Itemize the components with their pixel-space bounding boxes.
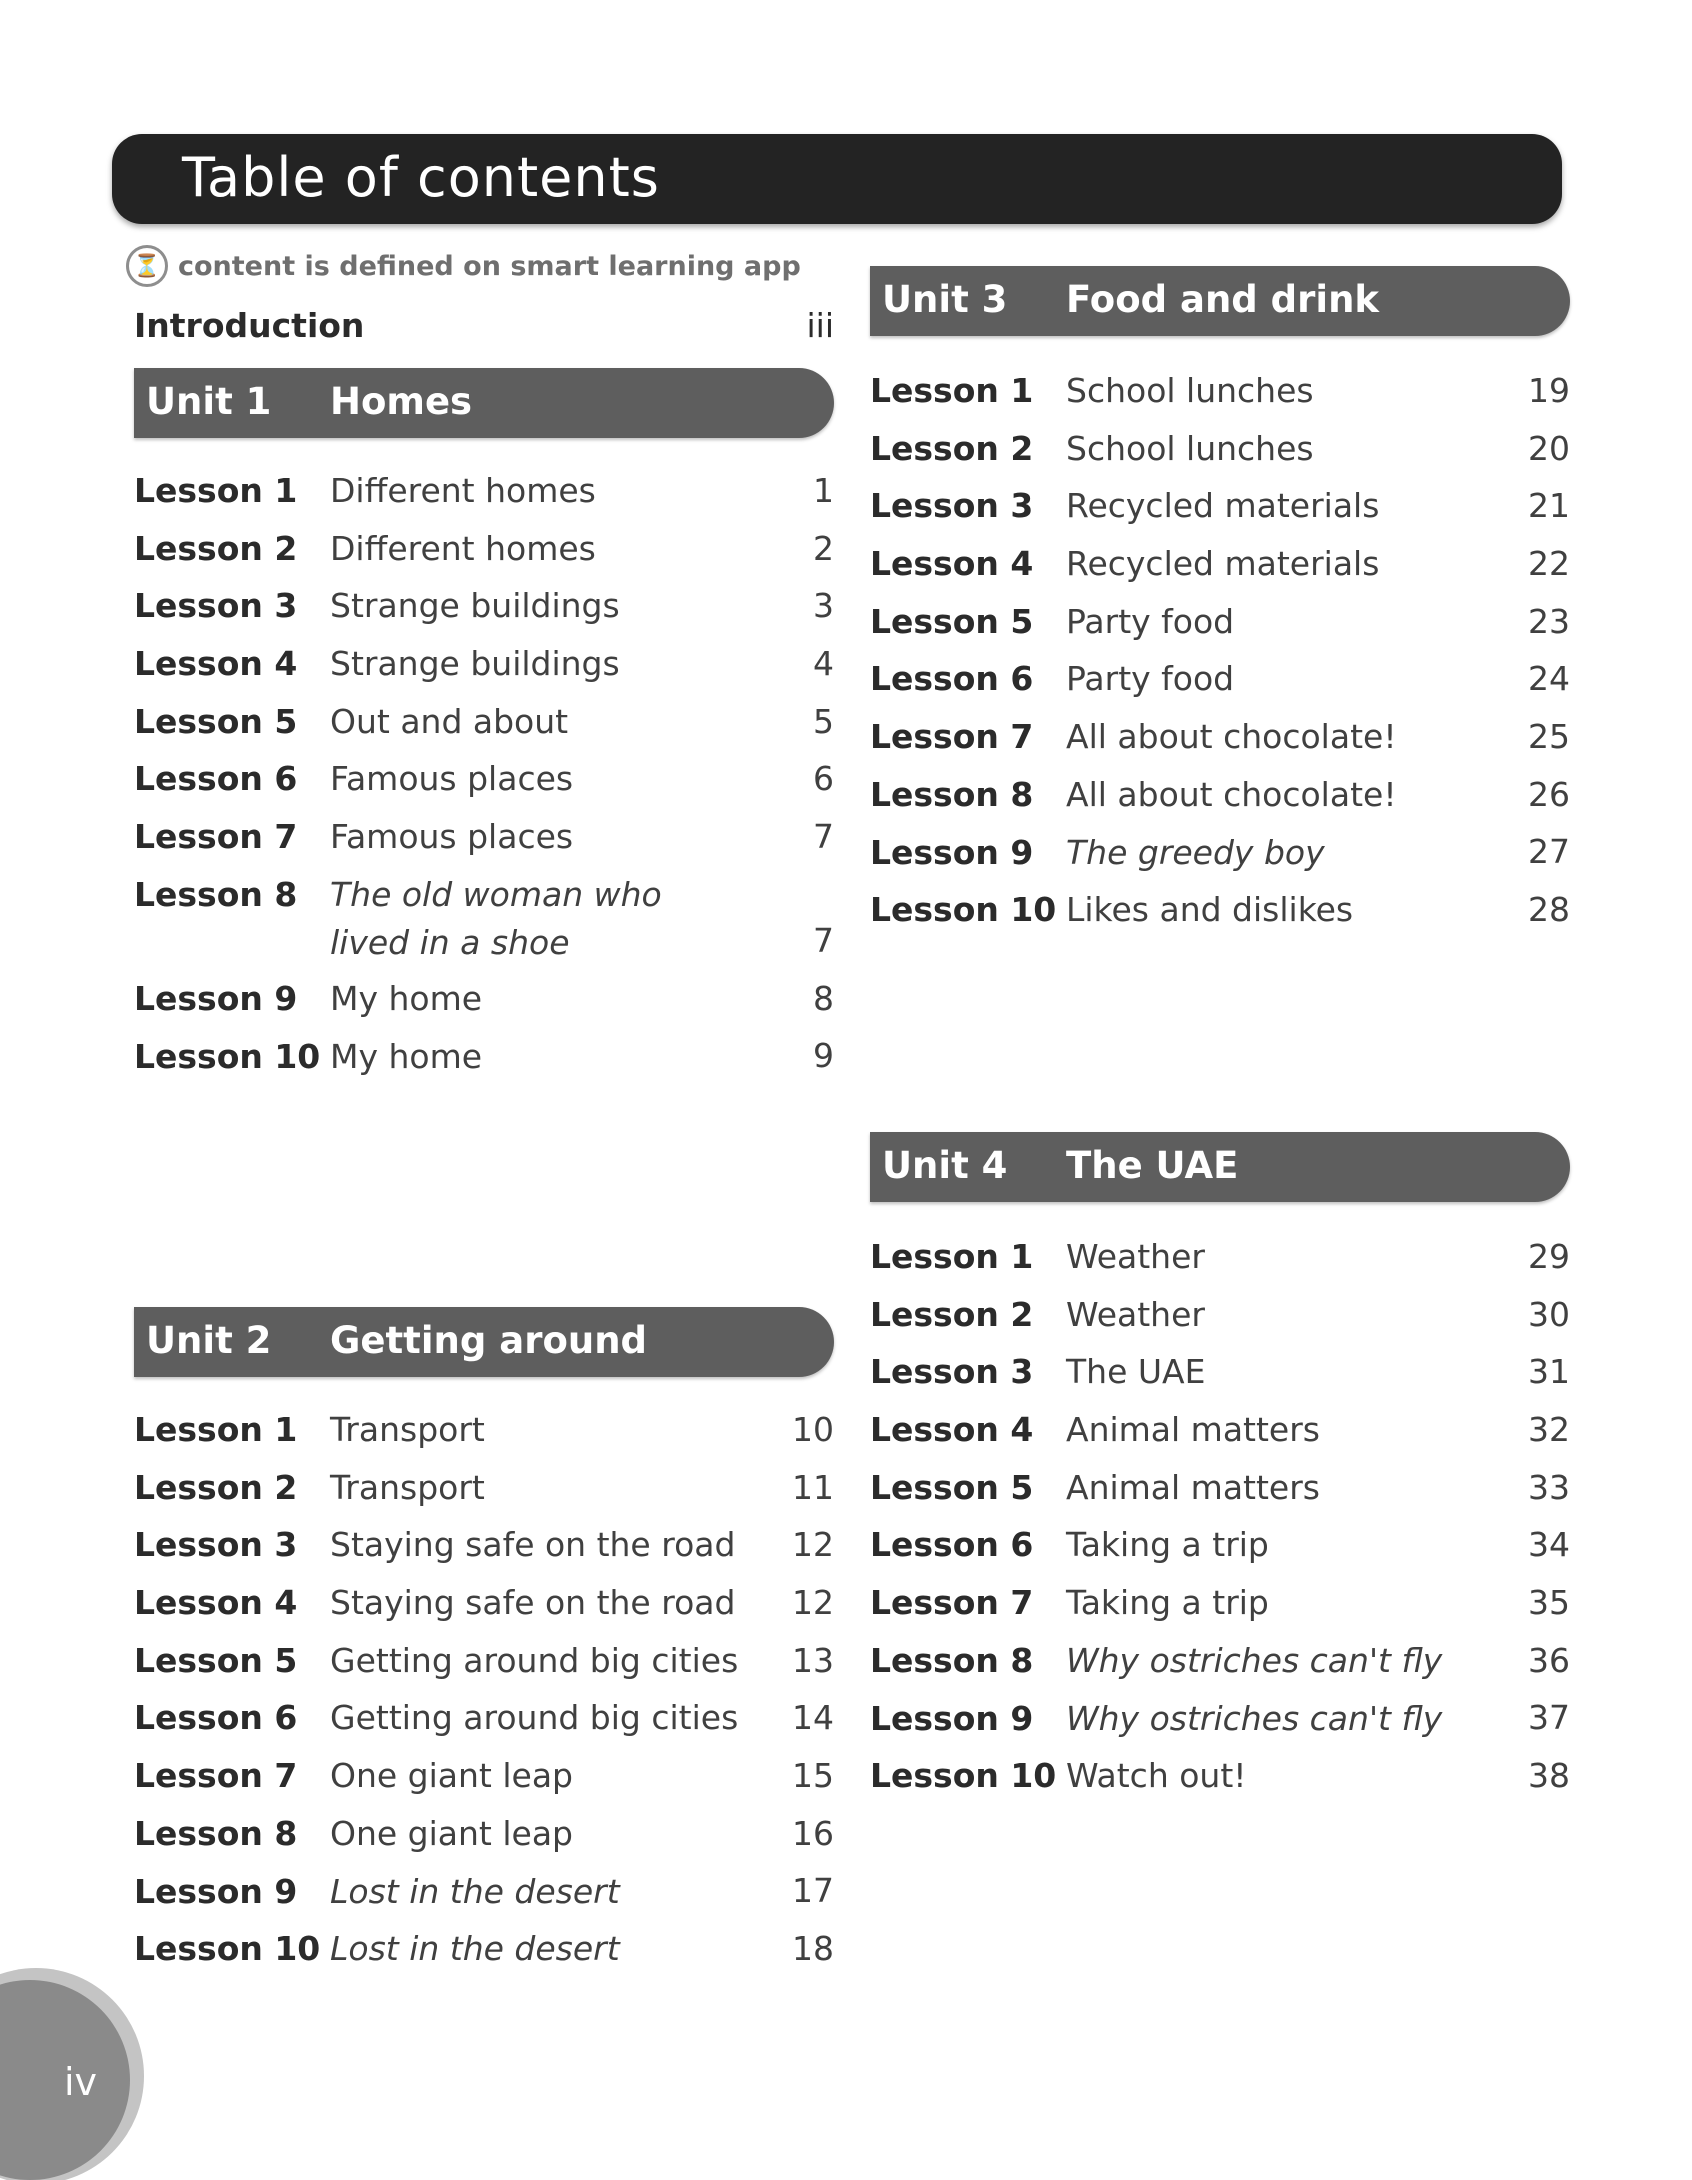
lesson-label: Lesson 7 <box>870 1583 1034 1623</box>
lesson-label: Lesson 1 <box>134 1410 298 1449</box>
lesson-title: Animal matters <box>1066 1410 1320 1450</box>
lesson-page: 22 <box>1528 544 1570 584</box>
lesson-row[interactable] <box>870 1343 1570 1401</box>
lesson-row[interactable] <box>134 1920 834 1978</box>
lesson-label: Lesson 6 <box>134 1698 298 1738</box>
unit-number: Unit 4 <box>882 1144 1008 1187</box>
unit-1-section <box>134 368 834 1085</box>
lesson-label: Lesson 8 <box>134 874 298 914</box>
lesson-page: 37 <box>1528 1698 1570 1738</box>
lesson-title: Out and about <box>330 701 569 741</box>
lesson-title: Lost in the desert <box>330 1871 620 1911</box>
lesson-page: 13 <box>792 1640 834 1680</box>
lesson-title: Strange buildings <box>330 586 620 626</box>
lesson-label: Lesson 2 <box>134 528 298 568</box>
lesson-label: Lesson 4 <box>870 544 1034 584</box>
lesson-row[interactable] <box>870 1286 1570 1344</box>
lesson-label: Lesson 6 <box>134 759 298 799</box>
lesson-label: Lesson 3 <box>870 1352 1034 1392</box>
lesson-row[interactable] <box>134 635 834 693</box>
lesson-title: Famous places <box>330 817 574 857</box>
lesson-label: Lesson 5 <box>134 1640 298 1680</box>
lesson-row[interactable] <box>134 1401 834 1459</box>
lesson-page: 33 <box>1528 1467 1570 1507</box>
lesson-row[interactable] <box>134 808 834 866</box>
lesson-row[interactable] <box>134 577 834 635</box>
lesson-label: Lesson 8 <box>870 774 1034 814</box>
lesson-page: 24 <box>1528 659 1570 699</box>
lesson-label: Lesson 5 <box>134 701 298 741</box>
lesson-title: Why ostriches can't fly <box>1066 1698 1443 1738</box>
lesson-row[interactable] <box>870 1632 1570 1690</box>
lesson-label: Lesson 3 <box>134 586 298 626</box>
lesson-page: 7 <box>813 817 834 857</box>
lesson-title: All about chocolate! <box>1066 717 1397 757</box>
lesson-row[interactable] <box>870 420 1570 478</box>
lesson-page: 6 <box>813 759 834 799</box>
unit-3-header[interactable] <box>870 266 1570 336</box>
lesson-page: 1 <box>813 470 834 510</box>
lesson-row[interactable] <box>134 1805 834 1863</box>
lesson-page: 28 <box>1528 890 1570 930</box>
lesson-title: One giant leap <box>330 1813 574 1853</box>
lesson-page: 23 <box>1528 601 1570 641</box>
lesson-title: Weather <box>1066 1294 1205 1334</box>
unit-number: Unit 3 <box>882 278 1008 321</box>
lesson-row[interactable] <box>134 1863 834 1921</box>
lesson-page: 17 <box>792 1871 834 1911</box>
lesson-title: Recycled materials <box>1066 486 1380 526</box>
lesson-row[interactable] <box>870 593 1570 651</box>
title-banner <box>112 134 1562 224</box>
lesson-page: 21 <box>1528 486 1570 526</box>
lesson-row[interactable] <box>134 866 834 970</box>
lesson-row[interactable] <box>870 708 1570 766</box>
lesson-title: Lost in the desert <box>330 1929 620 1969</box>
lesson-title: The greedy boy <box>1066 832 1325 872</box>
lesson-label: Lesson 2 <box>134 1467 298 1507</box>
lesson-title: Recycled materials <box>1066 544 1380 584</box>
lesson-row[interactable] <box>134 1028 834 1086</box>
lesson-row[interactable] <box>134 693 834 751</box>
lesson-label: Lesson 9 <box>870 832 1034 872</box>
lesson-title: Taking a trip <box>1066 1583 1269 1623</box>
lesson-row[interactable] <box>870 881 1570 939</box>
lesson-page: 2 <box>813 528 834 568</box>
lesson-label: Lesson 9 <box>134 978 298 1018</box>
lesson-title: Different homes <box>330 528 596 568</box>
lesson-label: Lesson 10 <box>134 1036 321 1076</box>
lesson-row[interactable] <box>870 766 1570 824</box>
lesson-page: 18 <box>792 1929 834 1969</box>
lesson-page: 4 <box>813 644 834 684</box>
lesson-page: 25 <box>1528 717 1570 757</box>
lesson-page: 20 <box>1528 428 1570 468</box>
lesson-row[interactable] <box>870 1401 1570 1459</box>
lesson-title: My home <box>330 978 483 1018</box>
lesson-label: Lesson 6 <box>870 1525 1034 1565</box>
lesson-page: 31 <box>1528 1352 1570 1392</box>
smart-learning-note <box>126 242 801 290</box>
lesson-row[interactable] <box>134 1459 834 1517</box>
smart-app-icon: ⏳ <box>126 245 168 287</box>
lesson-label: Lesson 8 <box>134 1813 298 1853</box>
introduction-label: Introduction <box>134 306 365 345</box>
lesson-page: 8 <box>813 978 834 1018</box>
lesson-label: Lesson 5 <box>870 1467 1034 1507</box>
lesson-page: 3 <box>813 586 834 626</box>
lesson-page: 7 <box>813 921 834 961</box>
unit-2-header[interactable] <box>134 1307 834 1377</box>
smart-note-text: content is defined on smart learning app <box>178 250 801 282</box>
lesson-page: 30 <box>1528 1294 1570 1334</box>
lesson-list <box>870 1228 1570 1805</box>
lesson-title: Staying safe on the road <box>330 1525 736 1565</box>
lesson-row[interactable] <box>870 1690 1570 1748</box>
lesson-page: 14 <box>792 1698 834 1738</box>
lesson-title: Likes and dislikes <box>1066 890 1354 930</box>
lesson-title: Getting around big cities <box>330 1640 739 1680</box>
unit-name: Getting around <box>330 1319 648 1362</box>
introduction-row[interactable] <box>134 306 834 356</box>
lesson-page: 27 <box>1528 832 1570 872</box>
lesson-page: 36 <box>1528 1640 1570 1680</box>
lesson-row[interactable] <box>134 462 834 520</box>
lesson-title: Famous places <box>330 759 574 799</box>
lesson-title: The old woman who lived in a shoe <box>330 874 662 962</box>
lesson-row[interactable] <box>870 535 1570 593</box>
lesson-page: 26 <box>1528 774 1570 814</box>
lesson-page: 29 <box>1528 1236 1570 1276</box>
lesson-title: Transport <box>330 1410 485 1449</box>
unit-4-header[interactable] <box>870 1132 1570 1202</box>
lesson-title: One giant leap <box>330 1756 574 1796</box>
lesson-label: Lesson 7 <box>134 817 298 857</box>
lesson-page: 15 <box>792 1756 834 1796</box>
lesson-label: Lesson 4 <box>870 1410 1034 1450</box>
lesson-label: Lesson 1 <box>870 371 1034 410</box>
lesson-page: 10 <box>792 1409 834 1449</box>
unit-1-header[interactable] <box>134 368 834 438</box>
lesson-row[interactable] <box>134 1516 834 1574</box>
lesson-label: Lesson 3 <box>134 1525 298 1565</box>
lesson-title: Why ostriches can't fly <box>1066 1640 1443 1680</box>
unit-name: The UAE <box>1066 1144 1239 1187</box>
lesson-row[interactable] <box>870 477 1570 535</box>
lesson-label: Lesson 6 <box>870 659 1034 699</box>
lesson-label: Lesson 3 <box>870 486 1034 526</box>
lesson-label: Lesson 5 <box>870 601 1034 641</box>
lesson-row[interactable] <box>134 1574 834 1632</box>
lesson-title: Watch out! <box>1066 1756 1247 1796</box>
lesson-page: 12 <box>792 1525 834 1565</box>
lesson-row[interactable] <box>870 1574 1570 1632</box>
lesson-title: Party food <box>1066 601 1235 641</box>
lesson-row[interactable] <box>134 970 834 1028</box>
lesson-label: Lesson 10 <box>870 890 1057 930</box>
page-title: Table of contents <box>182 146 660 209</box>
lesson-label: Lesson 7 <box>134 1756 298 1796</box>
lesson-page: 5 <box>813 701 834 741</box>
lesson-row[interactable] <box>870 1747 1570 1805</box>
lesson-row[interactable] <box>870 1228 1570 1286</box>
page-number: iv <box>64 2060 98 2104</box>
lesson-row[interactable] <box>870 824 1570 882</box>
lesson-page: 34 <box>1528 1525 1570 1565</box>
lesson-title: School lunches <box>1066 371 1314 410</box>
lesson-list <box>870 362 1570 939</box>
lesson-page: 9 <box>813 1036 834 1076</box>
lesson-row[interactable] <box>870 362 1570 420</box>
lesson-title: The UAE <box>1066 1352 1206 1392</box>
lesson-label: Lesson 7 <box>870 717 1034 757</box>
lesson-page: 19 <box>1528 370 1570 410</box>
lesson-page: 11 <box>792 1467 834 1507</box>
lesson-label: Lesson 10 <box>870 1756 1057 1796</box>
lesson-row[interactable] <box>134 1632 834 1690</box>
lesson-row[interactable] <box>134 1747 834 1805</box>
lesson-label: Lesson 2 <box>870 428 1034 468</box>
lesson-label: Lesson 4 <box>134 644 298 684</box>
lesson-page: 38 <box>1528 1756 1570 1796</box>
lesson-row[interactable] <box>870 650 1570 708</box>
lesson-title: Staying safe on the road <box>330 1583 736 1623</box>
lesson-label: Lesson 10 <box>134 1929 321 1969</box>
lesson-label: Lesson 1 <box>134 471 298 510</box>
unit-number: Unit 2 <box>146 1319 272 1362</box>
unit-3-section <box>870 266 1570 939</box>
unit-2-section <box>134 1307 834 1978</box>
lesson-list <box>134 1401 834 1978</box>
lesson-title: Animal matters <box>1066 1467 1320 1507</box>
lesson-row[interactable] <box>870 1516 1570 1574</box>
unit-4-section <box>870 1132 1570 1805</box>
lesson-title: Getting around big cities <box>330 1698 739 1738</box>
lesson-title: All about chocolate! <box>1066 774 1397 814</box>
unit-name: Food and drink <box>1066 278 1380 321</box>
lesson-title: My home <box>330 1036 483 1076</box>
lesson-row[interactable] <box>134 750 834 808</box>
lesson-page: 32 <box>1528 1410 1570 1450</box>
lesson-page: 35 <box>1528 1583 1570 1623</box>
lesson-label: Lesson 2 <box>870 1294 1034 1334</box>
lesson-title: Party food <box>1066 659 1235 699</box>
lesson-title: School lunches <box>1066 428 1314 468</box>
introduction-page: iii <box>806 306 834 345</box>
lesson-label: Lesson 9 <box>134 1871 298 1911</box>
lesson-title: Strange buildings <box>330 644 620 684</box>
lesson-title: Taking a trip <box>1066 1525 1269 1565</box>
lesson-page: 12 <box>792 1583 834 1623</box>
unit-name: Homes <box>330 380 473 423</box>
unit-number: Unit 1 <box>146 380 272 423</box>
lesson-label: Lesson 4 <box>134 1583 298 1623</box>
lesson-label: Lesson 9 <box>870 1698 1034 1738</box>
lesson-list <box>134 462 834 1085</box>
lesson-row[interactable] <box>134 1689 834 1747</box>
lesson-label: Lesson 1 <box>870 1237 1034 1276</box>
lesson-row[interactable] <box>870 1459 1570 1517</box>
lesson-title: Weather <box>1066 1237 1205 1276</box>
lesson-title: Different homes <box>330 471 596 510</box>
lesson-page: 16 <box>792 1813 834 1853</box>
lesson-row[interactable] <box>134 520 834 578</box>
lesson-label: Lesson 8 <box>870 1640 1034 1680</box>
lesson-title: Transport <box>330 1467 485 1507</box>
